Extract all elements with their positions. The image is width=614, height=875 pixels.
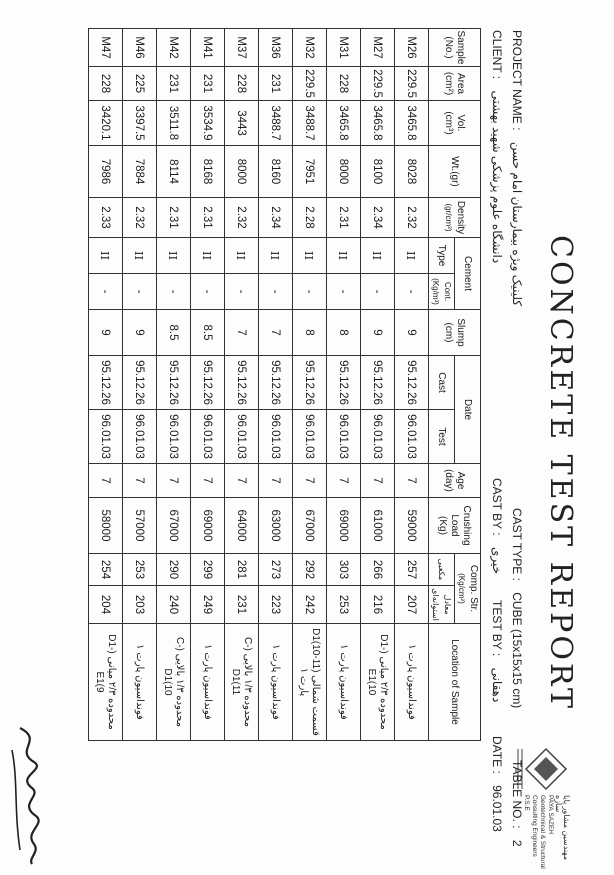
company-name-fa: مهندسین مشاور پایا سازه: [554, 795, 571, 861]
cell-cubic: 257: [395, 554, 429, 586]
cell-cubic: 299: [191, 554, 225, 586]
cell-density: 2.31: [327, 198, 361, 238]
col-sample: Sample (No.): [429, 29, 481, 67]
cell-wt: 7951: [293, 146, 327, 198]
cell-cast: 95.12.26: [293, 356, 327, 410]
cell-sample: M42: [157, 29, 191, 67]
cell-slump: 8.5: [191, 310, 225, 356]
cell-age: 7: [123, 464, 157, 498]
cell-sample: M41: [191, 29, 225, 67]
signature-icon: [4, 720, 54, 870]
table-row: [89, 29, 123, 741]
cell-wt: 8000: [327, 146, 361, 198]
cell-location: محدوده ۲/۳ میانی (D1-E1(10: [361, 624, 395, 741]
test-by-value: دهقانی: [490, 667, 504, 703]
cell-test: 96.01.03: [361, 410, 395, 464]
cell-age: 7: [395, 464, 429, 498]
cell-load: 69000: [327, 498, 361, 554]
table-row: [327, 29, 361, 741]
cell-cast: 95.12.26: [123, 356, 157, 410]
cell-area: 231: [157, 67, 191, 101]
cell-slump: 9: [89, 310, 123, 356]
cell-slump: 9: [123, 310, 157, 356]
cell-cubic: 273: [259, 554, 293, 586]
cell-location: فونداسیون پارت ۱: [395, 624, 429, 741]
cell-cont: -: [327, 274, 361, 310]
cell-sample: M37: [225, 29, 259, 67]
table-row: [191, 29, 225, 741]
cell-type: II: [89, 238, 123, 274]
cell-sample: M26: [395, 29, 429, 67]
cell-sample: M31: [327, 29, 361, 67]
cell-area: 228: [225, 67, 259, 101]
cell-cont: -: [293, 274, 327, 310]
cell-vol: 3465.8: [327, 101, 361, 146]
cell-wt: 7884: [123, 146, 157, 198]
client-label: CLIENT :: [490, 30, 504, 80]
cell-test: 96.01.03: [327, 410, 361, 464]
cell-vol: 3534.9: [191, 101, 225, 146]
cell-test: 96.01.03: [191, 410, 225, 464]
cell-load: 63000: [259, 498, 293, 554]
project-label: PROJECT NAME :: [510, 30, 524, 131]
cell-wt: 8168: [191, 146, 225, 198]
cell-load: 57000: [123, 498, 157, 554]
cell-test: 96.01.03: [157, 410, 191, 464]
cell-density: 2.34: [361, 198, 395, 238]
cell-slump: 8.5: [157, 310, 191, 356]
cell-area: 229.5: [293, 67, 327, 101]
cell-cast: 95.12.26: [361, 356, 395, 410]
cell-cast: 95.12.26: [225, 356, 259, 410]
cell-load: 59000: [395, 498, 429, 554]
cell-type: II: [191, 238, 225, 274]
cell-age: 7: [361, 464, 395, 498]
cast-by-label: CAST BY :: [490, 478, 504, 536]
cell-cubic: 266: [361, 554, 395, 586]
cell-density: 2.31: [157, 198, 191, 238]
cell-location: محدوده ۱/۳ بالایی (C-D1(11: [225, 624, 259, 741]
cell-cubic: 281: [225, 554, 259, 586]
table-body: [89, 29, 429, 741]
cell-cyl: 204: [89, 586, 123, 624]
cell-sample: M27: [361, 29, 395, 67]
cell-density: 2.32: [395, 198, 429, 238]
cell-test: 96.01.03: [259, 410, 293, 464]
cell-cyl: 231: [225, 586, 259, 624]
company-name-en: PAYA SAZEH: [547, 795, 554, 835]
cell-slump: 8: [293, 310, 327, 356]
col-area: Area (cm²): [429, 67, 481, 101]
cell-test: 96.01.03: [395, 410, 429, 464]
cell-cont: -: [361, 274, 395, 310]
test-by-label: TEST BY :: [490, 600, 504, 657]
cell-load: 69000: [191, 498, 225, 554]
cell-type: II: [395, 238, 429, 274]
company-name: [522, 795, 570, 875]
cast-by: [490, 478, 504, 574]
cell-age: 7: [191, 464, 225, 498]
cell-vol: 3443: [225, 101, 259, 146]
cell-vol: 3488.7: [259, 101, 293, 146]
cell-sample: M47: [89, 29, 123, 67]
cell-cyl: 249: [191, 586, 225, 624]
col-date-test: Test: [429, 410, 455, 464]
table-row: [123, 29, 157, 741]
cell-sample: M32: [293, 29, 327, 67]
table-no-label: TABLE NO. :: [510, 760, 524, 829]
cell-cubic: 254: [89, 554, 123, 586]
cell-cyl: 207: [395, 586, 429, 624]
cell-cyl: 223: [259, 586, 293, 624]
cell-area: 231: [191, 67, 225, 101]
cell-density: 2.34: [259, 198, 293, 238]
cell-cyl: 240: [157, 586, 191, 624]
cell-cont: -: [123, 274, 157, 310]
cell-wt: 8028: [395, 146, 429, 198]
company-name-en-2: Geotechnical & Structural: [539, 795, 546, 869]
cell-vol: 3397.5: [123, 101, 157, 146]
col-date-cast: Cast: [429, 356, 455, 410]
cell-sample: M46: [123, 29, 157, 67]
cell-load: 61000: [361, 498, 395, 554]
cell-cast: 95.12.26: [259, 356, 293, 410]
cell-cyl: 216: [361, 586, 395, 624]
cell-cyl: 203: [123, 586, 157, 624]
cell-age: 7: [225, 464, 259, 498]
cell-cubic: 290: [157, 554, 191, 586]
cell-slump: 7: [225, 310, 259, 356]
cell-location: محدوده ۱/۳ بالایی (C-D1(10: [157, 624, 191, 741]
cell-cast: 95.12.26: [157, 356, 191, 410]
cell-density: 2.31: [191, 198, 225, 238]
cell-area: 229.5: [361, 67, 395, 101]
cell-location: فونداسیون پارت ۱: [327, 624, 361, 741]
table-row: [395, 29, 429, 741]
cell-wt: 7986: [89, 146, 123, 198]
client-value: دانشگاه علوم پزشکی شهید بهشتی: [490, 90, 504, 264]
client: [490, 30, 504, 263]
cell-age: 7: [157, 464, 191, 498]
company-abbr: P.S.E: [523, 795, 530, 811]
report-title: CONCRETE TEST REPORT: [543, 234, 578, 712]
cell-type: II: [157, 238, 191, 274]
cell-type: II: [293, 238, 327, 274]
cell-wt: 8000: [225, 146, 259, 198]
cast-type: [510, 508, 524, 708]
cell-vol: 3420.1: [89, 101, 123, 146]
cell-area: 225: [123, 67, 157, 101]
project-name: [510, 30, 524, 306]
cell-area: 231: [259, 67, 293, 101]
cell-area: 228: [327, 67, 361, 101]
table-row: [259, 29, 293, 741]
cell-slump: 7: [259, 310, 293, 356]
col-crushing: Crushing Load (Kg): [429, 498, 481, 554]
col-slump: Slump (cm): [429, 310, 481, 356]
cell-density: 2.32: [123, 198, 157, 238]
table-row: [361, 29, 395, 741]
project-value: کلینیک ویژه بیمارستان امام حسن: [510, 141, 524, 307]
cell-density: 2.32: [225, 198, 259, 238]
cell-wt: 8100: [361, 146, 395, 198]
col-date: Date: [455, 356, 481, 464]
report-date: [490, 736, 504, 832]
cell-cyl: 242: [293, 586, 327, 624]
cell-location: فونداسیون پارت ۱: [191, 624, 225, 741]
cell-vol: 3465.8: [395, 101, 429, 146]
cell-age: 7: [293, 464, 327, 498]
cell-area: 229.5: [395, 67, 429, 101]
date-label: DATE :: [490, 736, 504, 774]
cell-type: II: [259, 238, 293, 274]
cell-cont: -: [395, 274, 429, 310]
cell-slump: 9: [395, 310, 429, 356]
cell-type: II: [225, 238, 259, 274]
cell-cont: -: [225, 274, 259, 310]
cell-type: II: [327, 238, 361, 274]
cell-test: 96.01.03: [89, 410, 123, 464]
cell-cyl: 253: [327, 586, 361, 624]
cell-sample: M36: [259, 29, 293, 67]
table-row: [293, 29, 327, 741]
cell-density: 2.33: [89, 198, 123, 238]
col-location: Location of Sample: [429, 624, 481, 741]
cell-area: 228: [89, 67, 123, 101]
cell-load: 67000: [157, 498, 191, 554]
col-cement: Cement: [455, 238, 481, 310]
test-results-table: [88, 28, 481, 741]
table-row: [157, 29, 191, 741]
col-age: Age (day): [429, 464, 481, 498]
cell-type: II: [361, 238, 395, 274]
cell-age: 7: [89, 464, 123, 498]
cell-location: فونداسیون پارت ۱: [123, 624, 157, 741]
col-density: Density (gr/cm³): [429, 198, 481, 238]
table-row: [225, 29, 259, 741]
cell-cast: 95.12.26: [395, 356, 429, 410]
cell-test: 96.01.03: [293, 410, 327, 464]
cell-cont: -: [89, 274, 123, 310]
cell-test: 96.01.03: [123, 410, 157, 464]
col-wt: Wt.(gr): [429, 146, 481, 198]
col-cement-type: Type: [429, 238, 455, 274]
cell-cast: 95.12.26: [89, 356, 123, 410]
cell-vol: 3465.8: [361, 101, 395, 146]
date-value: 96.01.03: [490, 785, 504, 832]
col-comp-cubic: مکعبی: [429, 554, 455, 586]
cell-load: 64000: [225, 498, 259, 554]
cell-location: محدوده ۲/۳ میانی (D1-E1(9: [89, 624, 123, 741]
cell-density: 2.28: [293, 198, 327, 238]
cell-location: فونداسیون پارت ۱: [259, 624, 293, 741]
table-no: [510, 760, 524, 847]
cell-cont: -: [259, 274, 293, 310]
cell-vol: 3511.8: [157, 101, 191, 146]
cell-age: 7: [327, 464, 361, 498]
cell-load: 67000: [293, 498, 327, 554]
cell-vol: 3488.7: [293, 101, 327, 146]
cell-wt: 8160: [259, 146, 293, 198]
cell-cubic: 303: [327, 554, 361, 586]
table-no-value: 2: [510, 839, 524, 847]
cell-load: 58000: [89, 498, 123, 554]
col-comp-cyl: معادل استوانه‌ای: [429, 586, 455, 624]
cell-location: قسمت شمالی (D1(10-11 پارت ۱: [293, 624, 327, 741]
cast-type-label: CAST TYPE :: [510, 508, 524, 581]
cell-cast: 95.12.26: [327, 356, 361, 410]
cell-cubic: 253: [123, 554, 157, 586]
cell-age: 7: [259, 464, 293, 498]
cast-type-value: CUBE (15x15x15 cm): [510, 592, 524, 709]
cast-by-value: خیری: [490, 546, 504, 574]
col-vol: Vol. (cm³): [429, 101, 481, 146]
test-by: [490, 600, 504, 702]
cell-test: 96.01.03: [225, 410, 259, 464]
cell-slump: 8: [327, 310, 361, 356]
cell-cubic: 292: [293, 554, 327, 586]
cell-cont: -: [191, 274, 225, 310]
cell-type: II: [123, 238, 157, 274]
cell-slump: 9: [361, 310, 395, 356]
cell-wt: 8114: [157, 146, 191, 198]
cell-cast: 95.12.26: [191, 356, 225, 410]
col-comp: Comp. Str. (Kg/cm²): [455, 554, 481, 624]
cell-cont: -: [157, 274, 191, 310]
col-cement-cont: Cont. (Kg/m³): [429, 274, 455, 310]
company-name-en-3: Consulting Engineers: [531, 795, 538, 857]
